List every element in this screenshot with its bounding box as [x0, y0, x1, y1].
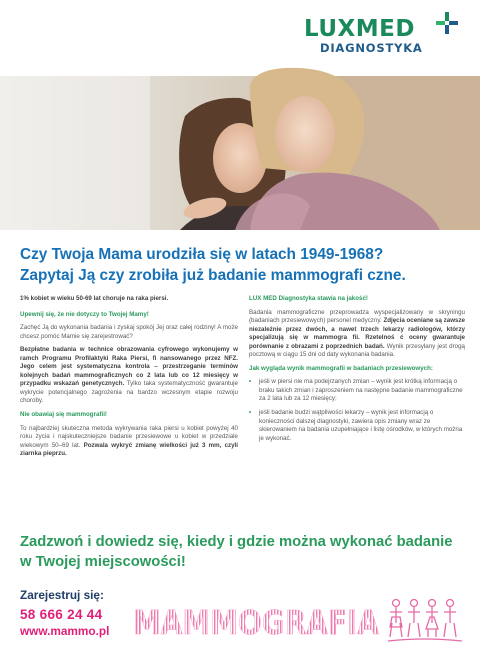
list-item: • jeśli w piersi nie ma podejrzanych zmian – wynik jest krótką informacją o braku takich zmian i zaproszeniem na następne badanie mammograficzne za 2 lata lub za 12 miesięcy; [249, 378, 465, 404]
right-heading-1: LUX MED Diagnostyka stawia na jakość! [249, 295, 368, 302]
register-label: Zarejestruj się: [20, 588, 104, 602]
logo-subname: DIAGNOSTYKA [320, 41, 423, 55]
website-link[interactable]: www.mammo.pl [20, 624, 110, 638]
mammografia-word: MAMMOGRAFIA [133, 603, 380, 642]
cta-line-1: Zadzwoń i dowiedz się, kiedy i gdzie można wykonać badanie [20, 534, 453, 550]
left-paragraph-3 [20, 425, 238, 459]
left-heading-2: Nie obawiaj się mammografii! [20, 411, 107, 419]
call-to-action [20, 532, 466, 572]
logo-name: LUXMED [304, 16, 415, 42]
left-heading-1: Upewnij się, że nie dotyczy to Twojej Mamy! [20, 310, 149, 318]
right-heading-2: Jak wygląda wynik mammografii w badaniach przesiewowych: [249, 364, 433, 372]
right-paragraph-1-text: Badania mammograficzne przeprowadza wyspecjalizowany w skryningu (badaniach przesiewowych) personel medyczny. [249, 308, 465, 325]
left-paragraph-2-rest: Tylko taka systematyczność gwarantuje wykrycie potencjalnego zagrożenia na bardzo wczesnym etapie rozwoju choroby. [20, 380, 238, 405]
cross-plus-icon [436, 12, 458, 34]
headline-line-2: Zapytaj Ją czy zrobiła już badanie mammograﬁ czne. [20, 267, 406, 284]
right-paragraph-1-rest: Wynik przesyłany jest drogą pocztową w ciągu 15 dni od daty wykonania badania. [249, 342, 465, 359]
left-paragraph-2-bold: Bezpłatne badania w technice obrazowania cyfrowego wykonujemy w ramch Programu Profilaktyki Raka Piersi, fi nansowanego przez NFZ. Jego celem jest systematyczna kontrola – przestrzeganie terminów kolejnych badań mammograficznych co 2 lata lub co 12 miesięcy w przypadku wskazań genetycznych. [20, 346, 238, 388]
list-item: • jeśli badanie budzi wątpliwości lekarzy – wynik jest informacją o konieczności dalszej diagnostyki, zawiera opis zmiany wraz ze skierowaniem na badania uzupełniające i listę ośrodków, w których można je wykonać. [249, 409, 465, 443]
left-paragraph-3-text: To najbardziej skuteczna metoda wykrywania raka piersi u kobiet powyżej 40 roku życia i najskuteczniejsze badanie przesiewowe u kobiet w przedziale wiekowym 50–69 lat. [20, 424, 238, 449]
right-paragraph-1 [249, 309, 465, 360]
women-figures-icon [384, 597, 464, 643]
phone-number[interactable]: 58 666 24 44 [20, 607, 103, 622]
mother-daughter-illustration [0, 76, 480, 230]
right-paragraph-1-bold: Zdjęcia oceniane są zawsze niezależnie przez dwóch, a nawet trzech lekarzy radiologów, którzy specjalizują się w mammogra fii. Rzetelnoś ć oceny gwarantuje porównanie z obrazami z poprzednich badań. [249, 317, 466, 350]
luxmed-logo [304, 12, 454, 58]
headline [20, 244, 466, 286]
mammografia-wordmark [133, 601, 379, 641]
result-list [249, 378, 465, 443]
left-paragraph-3-bold: Pozwala wykryć zmianę wielkości już 3 mm, czyli ziarnka pieprzu. [20, 441, 238, 458]
left-column [20, 295, 238, 464]
left-paragraph-2 [20, 346, 238, 406]
lead-statistic: 1% kobiet w wieku 50-69 lat choruje na raka piersi. [20, 295, 169, 302]
hero-photo [0, 76, 480, 230]
headline-line-1: Czy Twoja Mama urodziła się w latach 1949-1968? [20, 246, 384, 263]
cta-line-2: w Twojej miejscowości! [20, 554, 186, 570]
left-paragraph-1: Zachęć Ją do wykonania badania i zyskaj spokój Jej oraz całej rodziny! A może chcesz pomóc Mamie się zarejestrować? [20, 324, 238, 340]
right-column [249, 295, 465, 448]
